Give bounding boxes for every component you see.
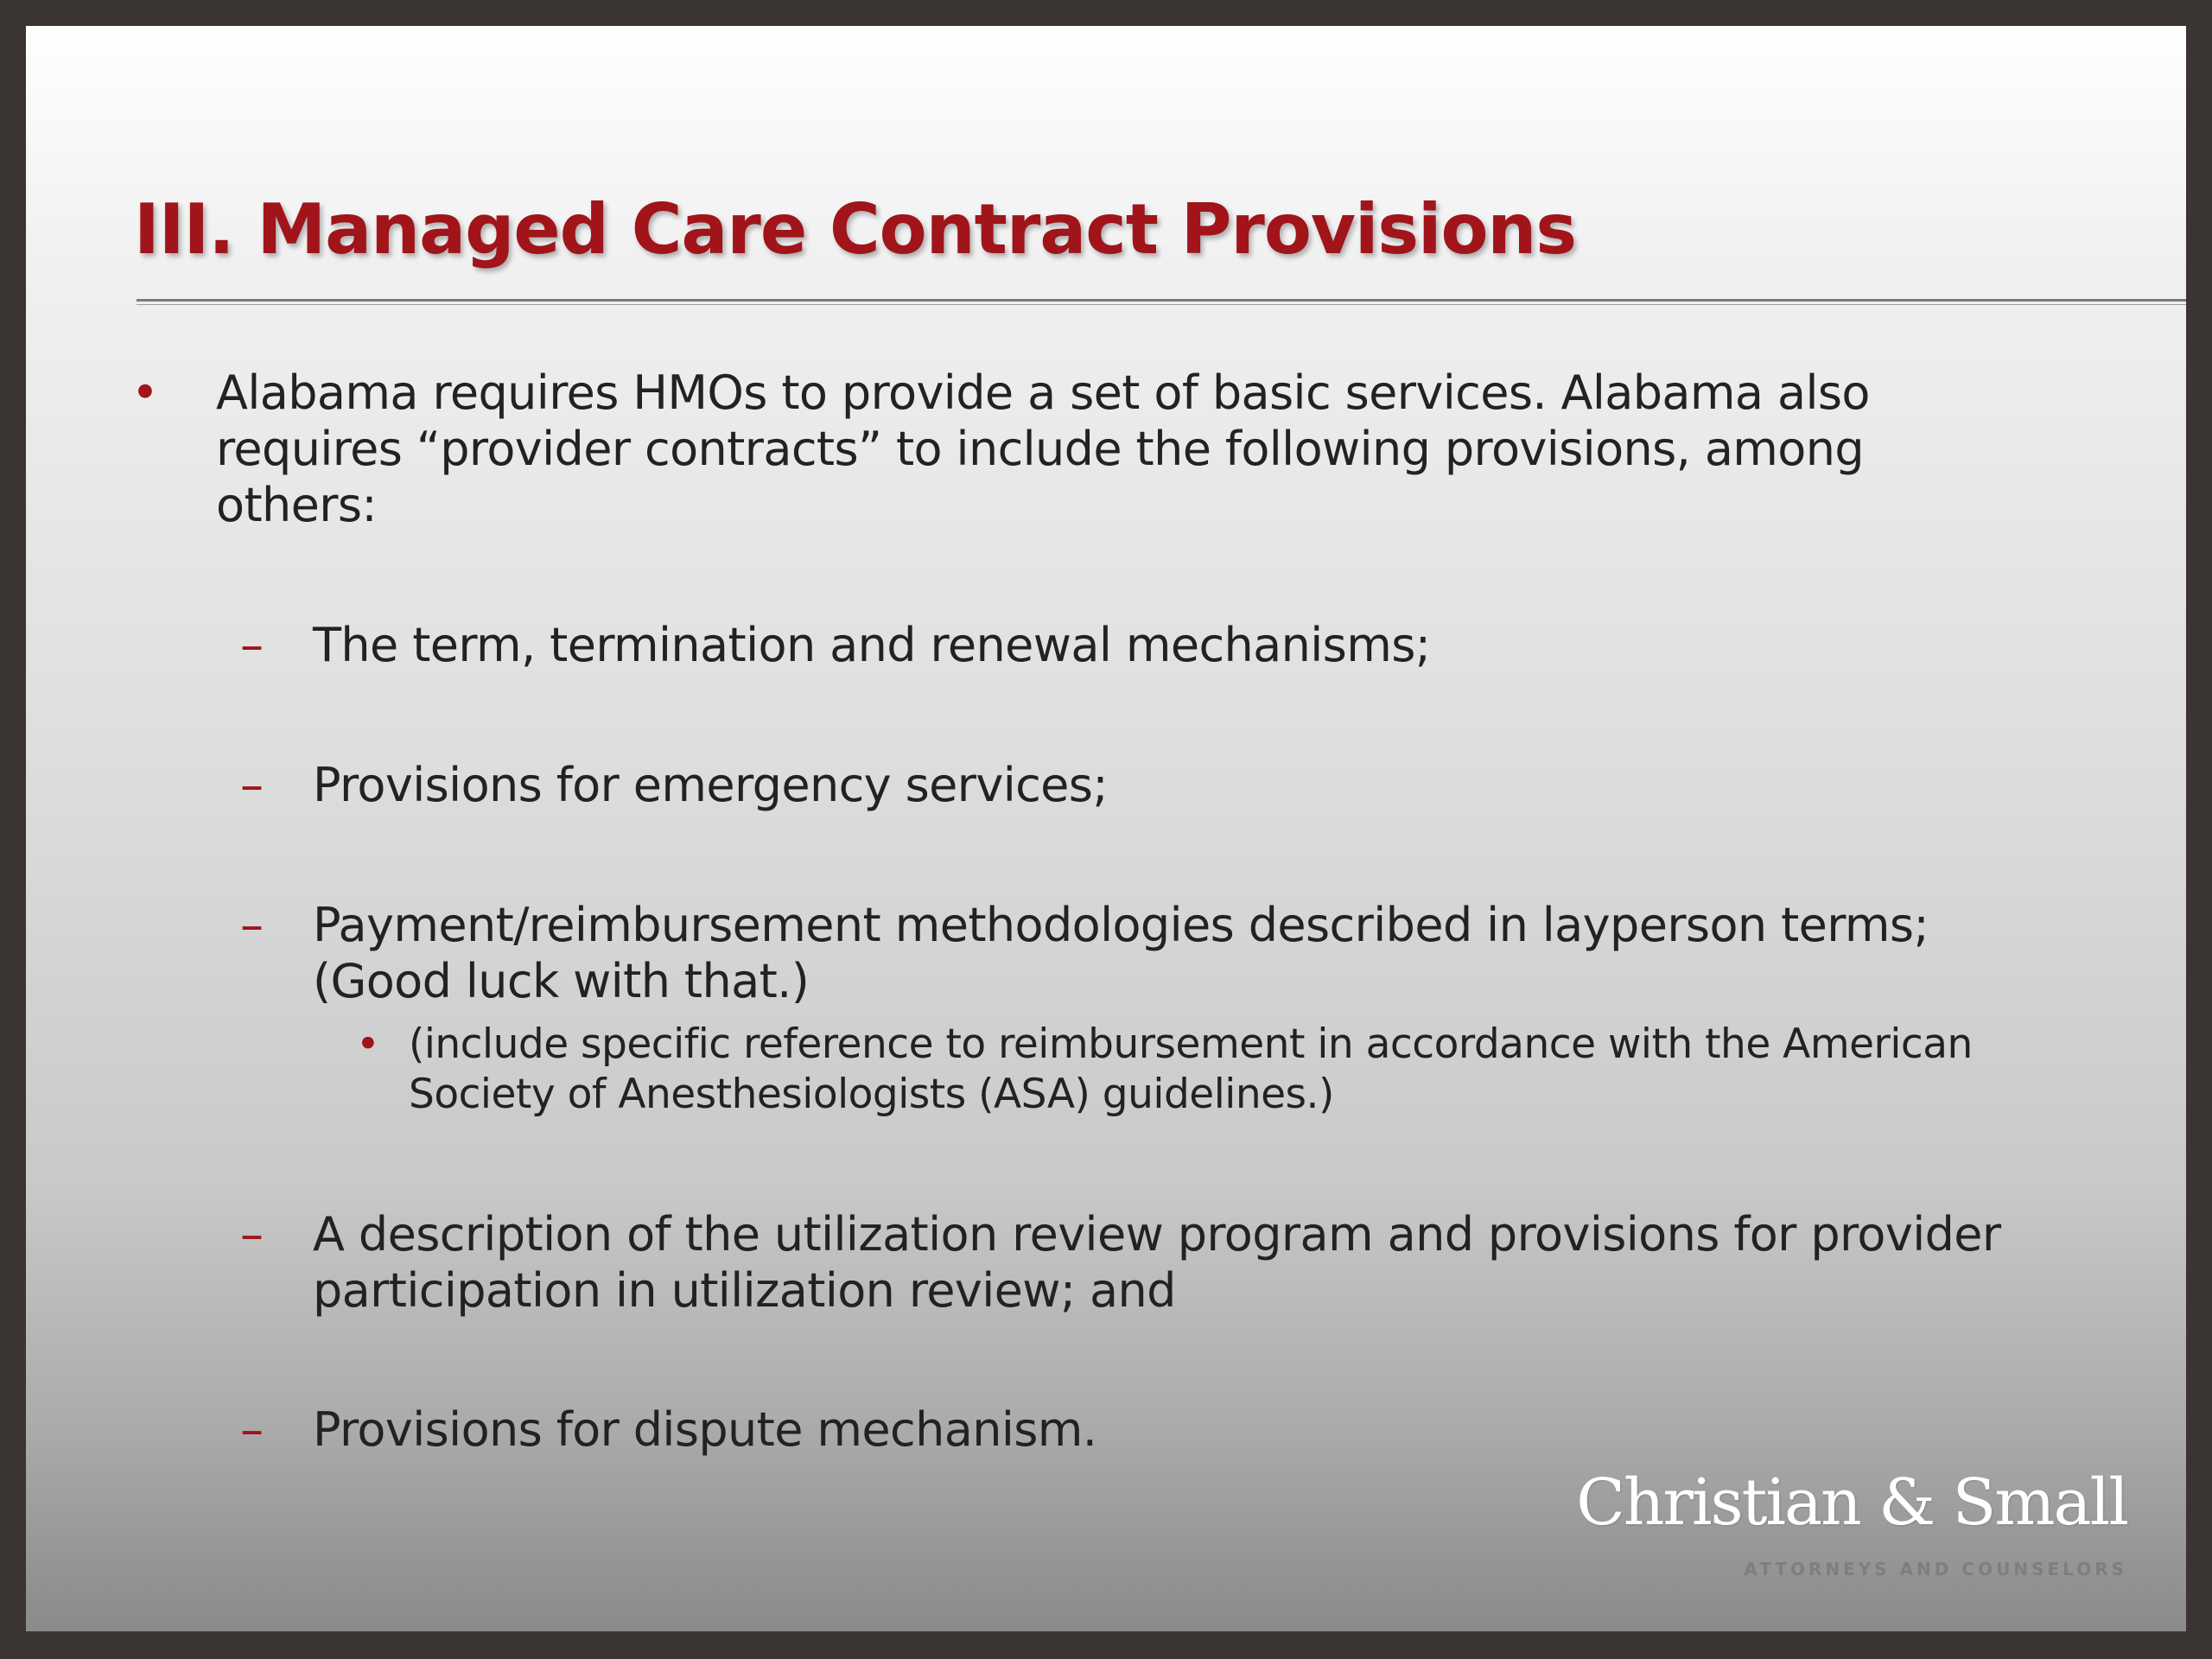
bullet-line: requires “provider contracts” to include the following provisions, among [216,422,1865,476]
sub-sub-bullet-line: (include specific reference to reimbursement in accordance with the American [409,1020,1973,1068]
sub-sub-bullet-line: Society of Anesthesiologists (ASA) guidelines.) [409,1071,1334,1118]
sub-bullet-utilization [313,1206,2001,1319]
firm-logo [1576,1465,2127,1580]
sub-bullet-line: participation in utilization review; and [313,1263,1176,1318]
sub-bullet-payment [313,897,1929,1009]
title-divider-secondary [137,304,2186,305]
sub-bullet-marker: – [240,898,264,952]
sub-sub-bullet-marker: • [356,1020,380,1068]
bullet-line: others: [216,478,377,532]
slide-title: III. Managed Care Contract Provisions [134,189,1576,270]
sub-bullet-line: The term, termination and renewal mechanisms; [313,618,1431,672]
sub-bullet-marker: – [240,758,264,812]
slide [26,26,2186,1631]
sub-bullet-line: Provisions for dispute mechanism. [313,1402,1097,1457]
sub-bullet-line: Payment/reimbursement methodologies described in layperson terms; [313,898,1929,952]
sub-bullet-emergency [313,757,1108,813]
bullet-marker: • [131,365,159,420]
sub-bullet-line: A description of the utilization review program and provisions for provider [313,1207,2001,1262]
sub-bullet-dispute [313,1402,1096,1458]
firm-logo-tagline: ATTORNEYS AND COUNSELORS [1744,1559,2127,1580]
bullet-main [216,365,1870,533]
sub-bullet-marker: – [240,618,264,672]
sub-bullet-marker: – [240,1207,264,1262]
bullet-line: Alabama requires HMOs to provide a set of basic services. Alabama also [216,365,1870,420]
sub-bullet-line: Provisions for emergency services; [313,758,1108,812]
firm-logo-name: Christian & Small [1576,1465,2127,1540]
sub-sub-bullet-asa [409,1020,1973,1120]
sub-bullet-line: (Good luck with that.) [313,954,810,1008]
sub-bullet-term [313,617,1430,673]
title-divider [137,299,2186,302]
sub-bullet-marker: – [240,1402,264,1457]
